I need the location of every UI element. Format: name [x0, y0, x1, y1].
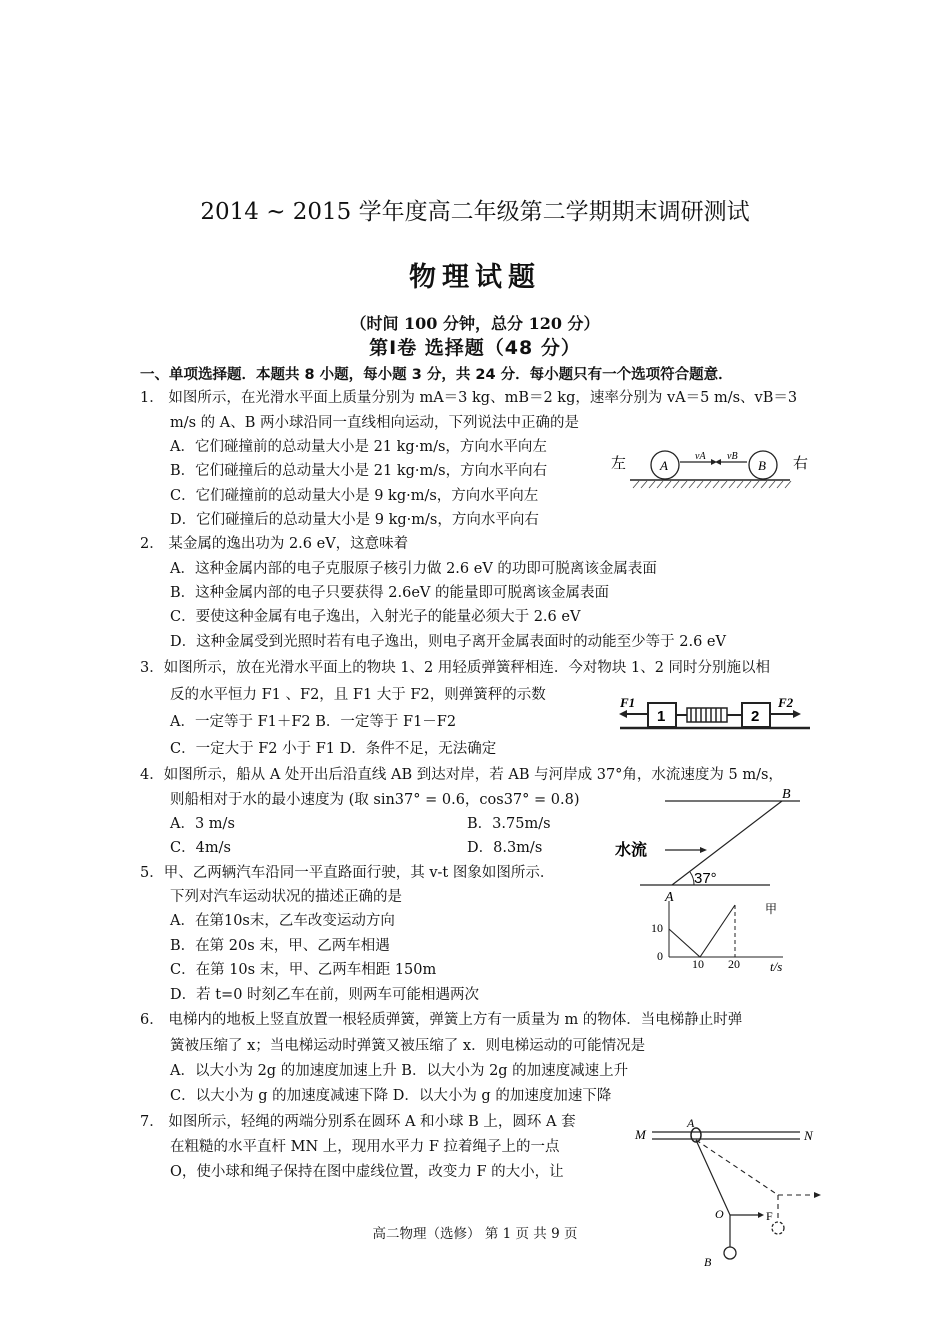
q1-fig-right: 右	[793, 456, 809, 472]
q4-stem-line2: 则船相对于水的最小速度为 (取 sin37° = 0.6，cos37° = 0.8)	[170, 792, 580, 808]
q5-jia-label: 甲	[765, 902, 778, 916]
q5-stem-line2: 下列对汽车运动状况的描述正确的是	[170, 889, 402, 905]
q1-figure	[605, 440, 820, 495]
q3-block2-label: 2	[751, 708, 760, 725]
q5-option-a: A．在第10s末，乙车改变运动方向	[170, 913, 395, 929]
q2-option-b: B．这种金属内部的电子只要获得 2.6eV 的能量即可脱离该金属表面	[170, 585, 609, 601]
q4-label-a: A	[665, 890, 674, 903]
q4-stem-line1: 4．如图所示，船从 A 处开出后沿直线 AB 到达对岸，若 AB 与河岸成 37°角，水流速度为 5 m/s，	[140, 767, 783, 783]
part-heading: 第Ⅰ卷 选择题（48 分）	[369, 337, 581, 359]
q7-label-a: A	[687, 1116, 695, 1130]
q4-option-c: C．4m/s	[170, 840, 231, 856]
q4-figure	[610, 783, 810, 903]
q3-stem-line1: 3．如图所示，放在光滑水平面上的物块 1、2 用轻质弹簧秤相连．今对物块 1、2 同时分别施以相	[140, 660, 771, 676]
q5-line-jia	[669, 905, 735, 957]
q5-vt-graph	[645, 895, 795, 980]
q4-flow-label: 水流	[615, 840, 648, 859]
q5-option-d: D．若 t=0 时刻乙车在前，则两车可能相遇两次	[170, 987, 480, 1003]
q7-ring-a	[691, 1128, 701, 1142]
q3-figure	[615, 690, 815, 735]
q6-options-ab: A．以大小为 2g 的加速度加速上升 B．以大小为 2g 的加速度减速上升	[170, 1063, 629, 1079]
q5-y0-tick: 0	[657, 949, 663, 963]
q6-stem-line2: 簧被压缩了 x；当电梯运动时弹簧又被压缩了 x．则电梯运动的可能情况是	[170, 1038, 646, 1054]
exam-title: 2014 ~ 2015 学年度高二年级第二学期期末调研测试	[200, 199, 750, 225]
subject-title: 物理试题	[409, 262, 541, 293]
q5-x20-tick: 20	[728, 957, 740, 971]
q1-option-c: C．它们碰撞前的总动量大小是 9 kg·m/s，方向水平向左	[170, 488, 539, 504]
time-info: （时间 100 分钟，总分 120 分）	[350, 314, 600, 333]
q1-option-a: A．它们碰撞前的总动量大小是 21 kg·m/s，方向水平向左	[170, 439, 547, 455]
q7-stem-line2: 在粗糙的水平直杆 MN 上，现用水平力 F 拉着绳子上的一点	[170, 1139, 560, 1155]
q7-ball-b	[724, 1247, 736, 1259]
q3-block1-label: 1	[657, 708, 666, 725]
q4-option-d: D．8.3m/s	[467, 840, 543, 856]
q2-stem: 2． 某金属的逸出功为 2.6 eV，这意味着	[140, 536, 409, 552]
page-footer: 高二物理（选修） 第 1 页 共 9 页	[372, 1226, 578, 1242]
q1-option-b: B．它们碰撞后的总动量大小是 21 kg·m/s，方向水平向右	[170, 463, 548, 479]
q5-option-b: B．在第 20s 末，甲、乙两车相遇	[170, 938, 390, 954]
q4-option-b: B．3.75m/s	[467, 816, 551, 832]
q6-options-cd: C．以大小为 g 的加速度减速下降 D．以大小为 g 的加速度加速下降	[170, 1088, 612, 1104]
q2-option-c: C．要使这种金属有电子逸出，入射光子的能量必须大于 2.6 eV	[170, 609, 581, 625]
q5-option-c: C．在第 10s 末，甲、乙两车相距 150m	[170, 962, 437, 978]
q4-option-a: A．3 m/s	[170, 816, 235, 832]
q4-label-b: B	[782, 787, 791, 802]
q6-stem-line1: 6． 电梯内的地板上竖直放置一根轻质弹簧，弹簧上方有一质量为 m 的物体．当电梯静止时弹	[140, 1012, 743, 1028]
q1-va-label: vA	[695, 451, 706, 462]
q7-stem-line3: O，使小球和绳子保持在图中虚线位置，改变力 F 的大小，让	[170, 1164, 564, 1180]
q1-ball-a-label: A	[660, 458, 668, 473]
q1-ball-b-label: B	[758, 458, 766, 473]
q1-fig-left: 左	[611, 456, 627, 472]
q3-f2-label: F2	[778, 695, 794, 710]
q3-f1-label: F1	[620, 695, 636, 710]
q4-angle-label: 37°	[694, 870, 717, 887]
q1-option-d: D．它们碰撞后的总动量大小是 9 kg·m/s，方向水平向右	[170, 512, 539, 528]
q7-label-b: B	[704, 1255, 712, 1269]
q7-label-o: O	[715, 1207, 724, 1221]
q7-figure	[630, 1112, 830, 1272]
q7-label-f: F	[766, 1209, 773, 1223]
q3-options-cd: C．一定大于 F2 小于 F1 D．条件不足，无法确定	[170, 741, 497, 757]
q7-label-m: M	[635, 1127, 646, 1142]
q3-stem-line2: 反的水平恒力 F1 、F2，且 F1 大于 F2，则弹簧秤的示数	[170, 687, 546, 703]
q1-vb-label: vB	[727, 451, 738, 462]
q7-label-n: N	[804, 1128, 813, 1143]
q5-x-axis-label: t/s	[770, 959, 783, 974]
q2-option-a: A．这种金属内部的电子克服原子核引力做 2.6 eV 的功即可脱离该金属表面	[170, 561, 657, 577]
q7-stem-line1: 7． 如图所示，轻绳的两端分别系在圆环 A 和小球 B 上，圆环 A 套	[140, 1114, 576, 1130]
q5-x10-tick: 10	[692, 957, 704, 971]
q2-option-d: D．这种金属受到光照时若有电子逸出，则电子离开金属表面时的动能至少等于 2.6 eV	[170, 634, 726, 650]
q1-stem-line2: m/s 的 A、B 两小球沿同一直线相向运动，下列说法中正确的是	[170, 415, 580, 431]
q5-stem-line1: 5．甲、乙两辆汽车沿同一平直路面行驶，其 v-t 图象如图所示．	[140, 865, 555, 881]
section-heading: 一、单项选择题．本题共 8 小题，每小题 3 分，共 24 分．每小题只有一个选项符合题意．	[140, 367, 733, 383]
q3-options-ab: A．一定等于 F1＋F2 B．一定等于 F1－F2	[170, 714, 457, 730]
q5-y10-tick: 10	[651, 921, 663, 935]
q1-stem-line1: 1． 如图所示，在光滑水平面上质量分别为 mA＝3 kg、mB＝2 kg，速率分别为 vA＝5 m/s、vB＝3	[140, 390, 798, 406]
